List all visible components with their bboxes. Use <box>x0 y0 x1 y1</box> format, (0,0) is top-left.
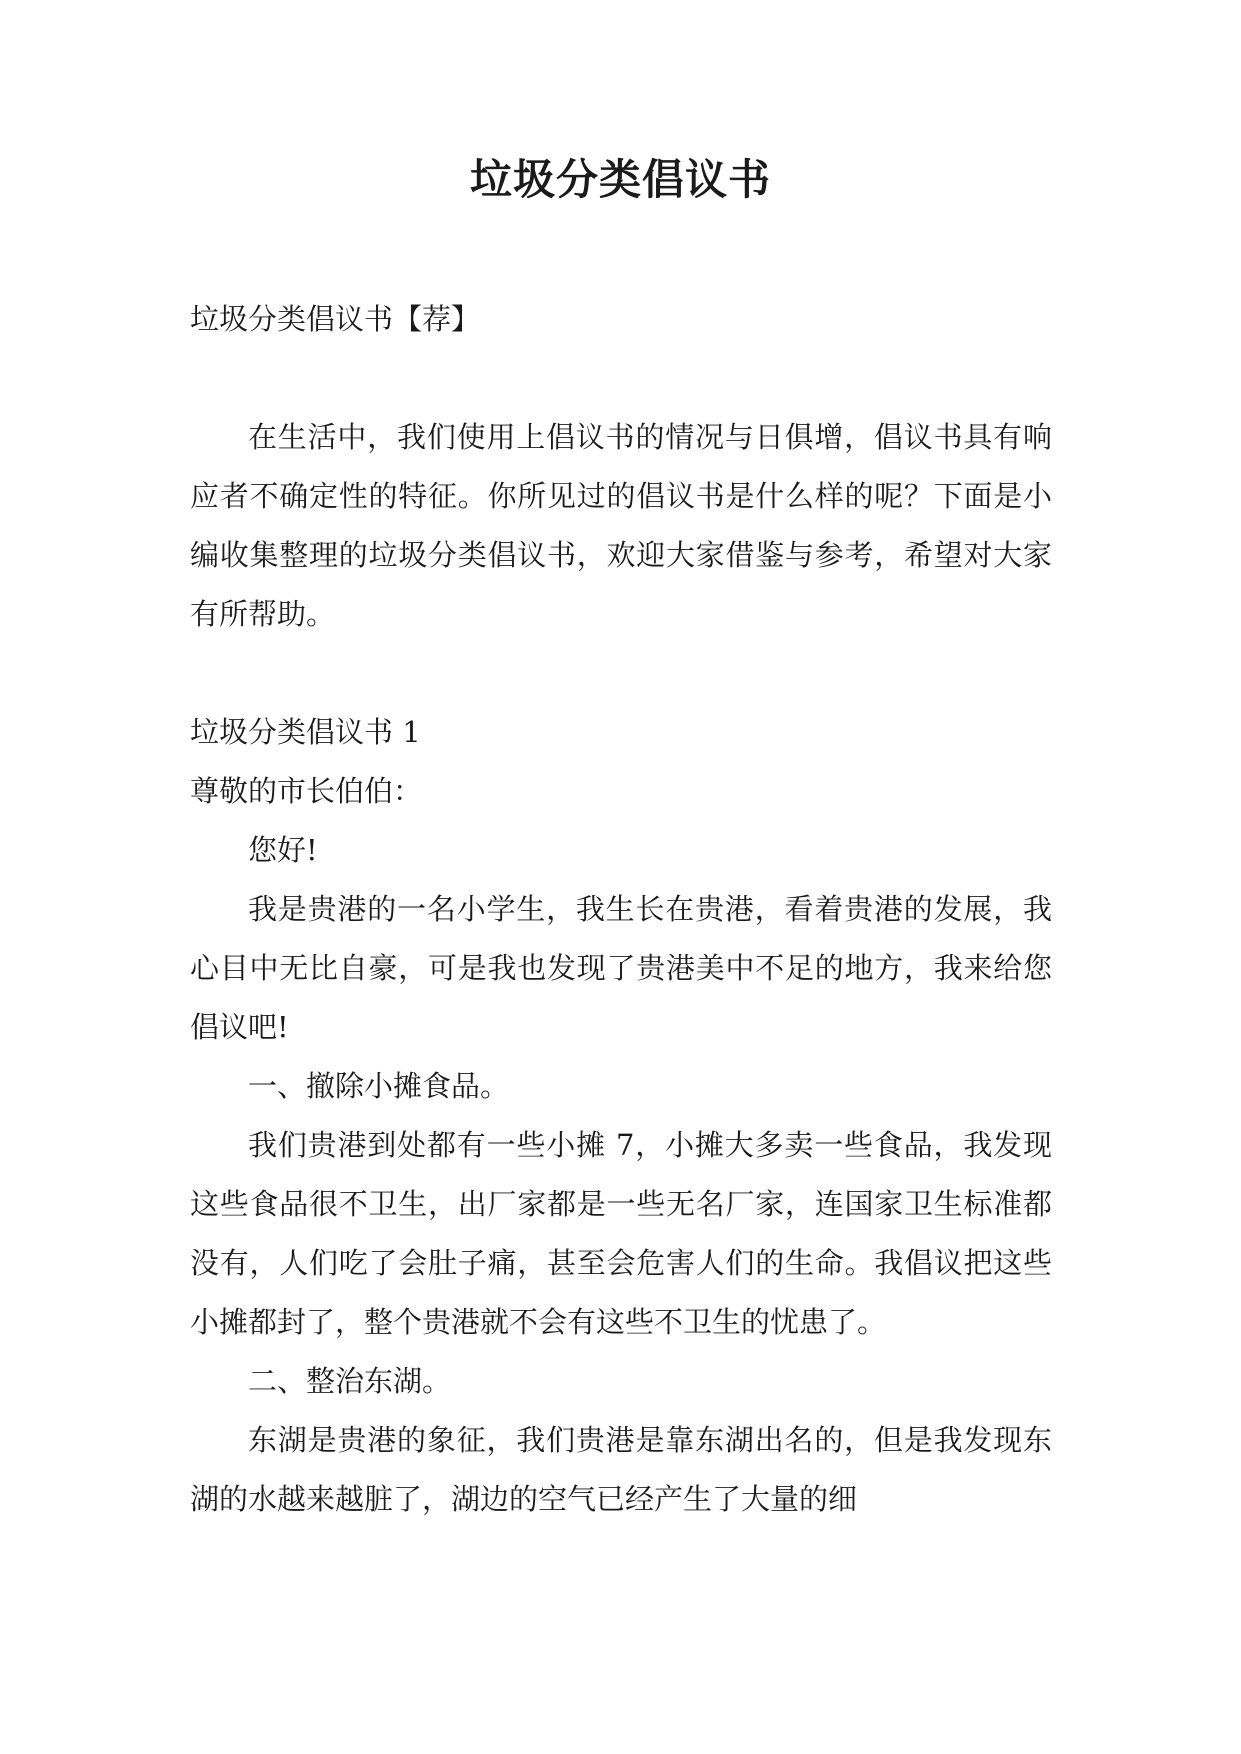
salutation: 尊敬的市长伯伯： <box>190 774 423 808</box>
proposal-heading-1: 一、撤除小摊食品。 <box>248 1069 510 1103</box>
document-subtitle: 垃圾分类倡议书【荐】 <box>190 302 481 336</box>
body-paragraph: 我们贵港到处都有一些小摊 7，小摊大多卖一些食品，我发现这些食品很不卫生，出厂家都是一些无名厂家，连国家卫生标准都没有，人们吃了会肚子痛，甚至会危害人们的生命。我倡议把这些小摊都封了，整个贵港就不会有这些不卫生的忧患了。 <box>190 1128 1052 1339</box>
body-paragraph: 东湖是贵港的象征，我们贵港是靠东湖出名的，但是我发现东湖的水越来越脏了，湖边的空气已经产生了大量的细 <box>190 1423 1052 1516</box>
proposal-heading-2: 二、整治东湖。 <box>248 1364 452 1398</box>
intro-paragraph: 在生活中，我们使用上倡议书的情况与日俱增，倡议书具有响应者不确定性的特征。你所见过的倡议书是什么样的呢？下面是小编收集整理的垃圾分类倡议书，欢迎大家借鉴与参考，希望对大家有所帮助。 <box>190 420 1052 631</box>
greeting: 您好! <box>248 833 318 867</box>
document-body <box>190 290 1052 1529</box>
body-paragraph: 我是贵港的一名小学生，我生长在贵港，看着贵港的发展，我心目中无比自豪，可是我也发现了贵港美中不足的地方，我来给您倡议吧! <box>190 892 1052 1044</box>
section-heading: 垃圾分类倡议书 1 <box>190 715 421 749</box>
document-title: 垃圾分类倡议书 <box>469 155 771 204</box>
